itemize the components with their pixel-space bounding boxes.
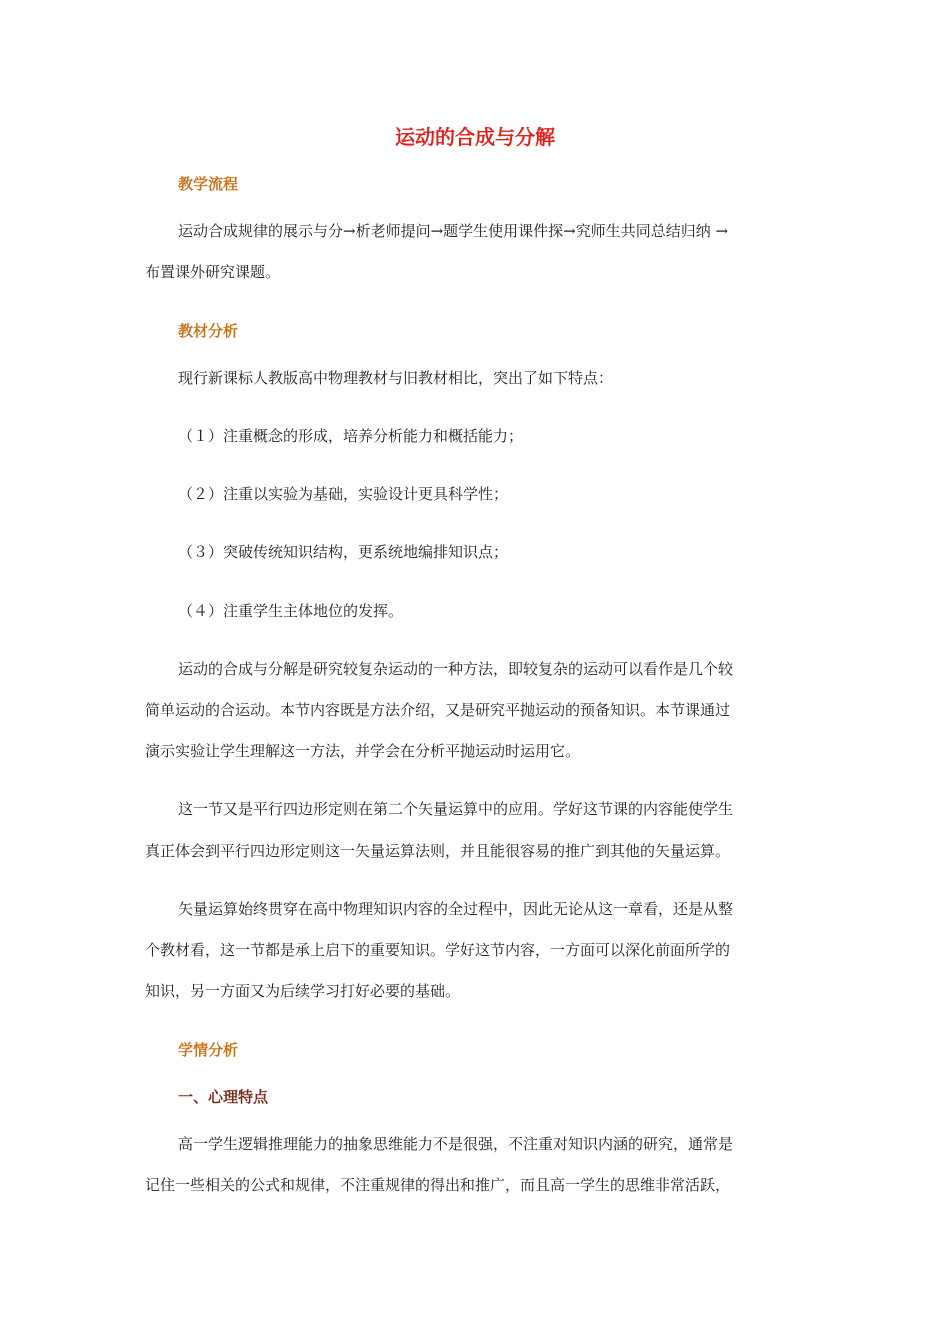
material-paragraph-line: 知识，另一方面又为后续学习打好必要的基础。 <box>145 982 461 1000</box>
subheading-psychology: 一、心理特点 <box>178 1088 269 1106</box>
section-heading-students: 学情分析 <box>178 1041 239 1059</box>
material-feature-item: （２）注重以实验为基础，实验设计更具科学性； <box>178 485 509 503</box>
material-feature-item: （３）突破传统知识结构，更系统地编排知识点； <box>178 543 509 561</box>
students-paragraph-line: 高一学生逻辑推理能力的抽象思维能力不是很强，不注重对知识内涵的研究，通常是 <box>178 1135 734 1153</box>
material-paragraph-line: 矢量运算始终贯穿在高中物理知识内容的全过程中，因此无论从这一章看，还是从整 <box>178 900 734 918</box>
students-paragraph-line: 记住一些相关的公式和规律，不注重规律的得出和推广，而且高一学生的思维非常活跃， <box>145 1176 731 1194</box>
material-paragraph-line: 简单运动的合运动。本节内容既是方法介绍，又是研究平抛运动的预备知识。本节课通过 <box>145 701 731 719</box>
document-title: 运动的合成与分解 <box>395 125 555 149</box>
section-heading-flow: 教学流程 <box>178 175 239 193</box>
material-paragraph-line: 真正体会到平行四边形定则这一矢量运算法则，并且能很容易的推广到其他的矢量运算。 <box>145 842 731 860</box>
material-feature-item: （１）注重概念的形成，培养分析能力和概括能力； <box>178 427 524 445</box>
material-paragraph-line: 演示实验让学生理解这一方法，并学会在分析平抛运动时运用它。 <box>145 742 581 760</box>
flow-line: 布置课外研究课题。 <box>145 263 281 281</box>
material-feature-item: （４）注重学生主体地位的发挥。 <box>178 602 404 620</box>
material-intro: 现行新课标人教版高中物理教材与旧教材相比，突出了如下特点： <box>178 369 614 387</box>
material-paragraph-line: 个教材看，这一节都是承上启下的重要知识。学好这节内容，一方面可以深化前面所学的 <box>145 941 731 959</box>
material-paragraph-line: 运动的合成与分解是研究较复杂运动的一种方法，即较复杂的运动可以看作是几个较 <box>178 660 734 678</box>
material-paragraph-line: 这一节又是平行四边形定则在第二个矢量运算中的应用。学好这节课的内容能使学生 <box>178 800 734 818</box>
section-heading-material: 教材分析 <box>178 322 239 340</box>
flow-line: 运动合成规律的展示与分→析老师提问→题学生使用课件探→究师生共同总结归纳 → <box>178 222 729 240</box>
